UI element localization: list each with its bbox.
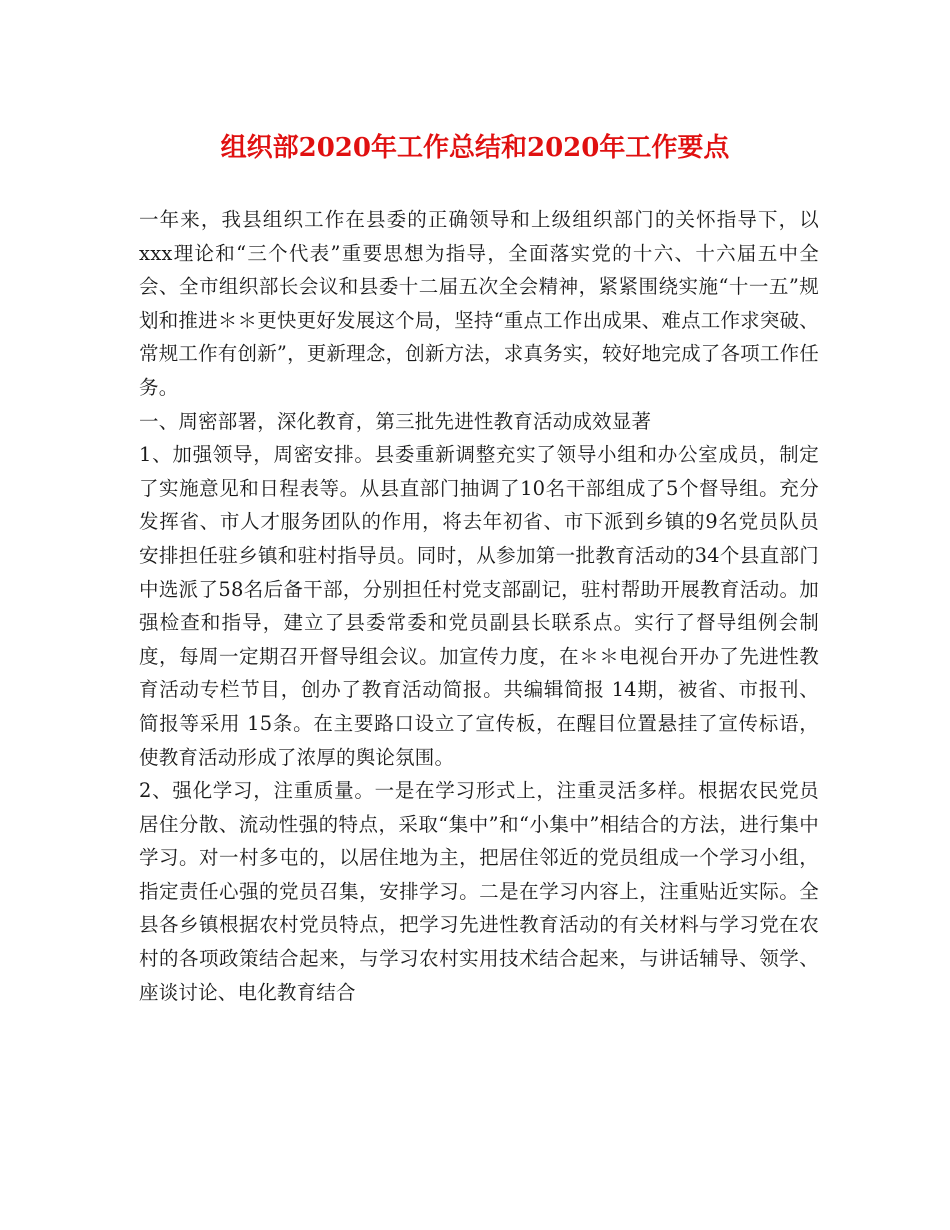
document-body bbox=[139, 203, 819, 1009]
paragraph-item-2: 2、强化学习，注重质量。一是在学习形式上，注重灵活多样。根据农民党员居住分散、流动性强的特点，采取“集中”和“小集中”相结合的方法，进行集中学习。对一村多屯的，以居住地为主，把居住邻近的党员组成一个学习小组，指定责任心强的党员召集，安排学习。二是在学习内容上，注重贴近实际。全县各乡镇根据农村党员特点，把学习先进性教育活动的有关材料与学习党在农村的各项政策结合起来，与学习农村实用技术结合起来，与讲话辅导、领学、座谈讨论、电化教育结合 bbox=[139, 779, 819, 1004]
document-title: 组织部2020年工作总结和2020年工作要点 bbox=[220, 133, 730, 163]
section-heading-1: 一、周密部署，深化教育，第三批先进性教育活动成效显著 bbox=[139, 409, 652, 433]
paragraph-intro: 一年来，我县组织工作在县委的正确领导和上级组织部门的关怀指导下，以xxx理论和“三个代表”重要思想为指导，全面落实党的十六、十六届五中全会、全市组织部长会议和县委十二届五次全会精神，紧紧围绕实施“十一五”规划和推进＊＊更快更好发展这个局，坚持“重点工作出成果、难点工作求突破、常规工作有创新”，更新理念，创新方法，求真务实，较好地完成了各项工作任务。 bbox=[139, 208, 819, 399]
paragraph-item-1: 1、加强领导，周密安排。县委重新调整充实了领导小组和办公室成员，制定了实施意见和日程表等。从县直部门抽调了10名干部组成了5个督导组。充分发挥省、市人才服务团队的作用，将去年初省、市下派到乡镇的9名党员队员安排担任驻乡镇和驻村指导员。同时，从参加第一批教育活动的34个县直部门中选派了58名后备干部，分别担任村党支部副记，驻村帮助开展教育活动。加强检查和指导，建立了县委常委和党员副县长联系点。实行了督导组例会制度，每周一定期召开督导组会议。加宣传力度，在＊＊电视台开办了先进性教育活动专栏节目，创办了教育活动简报。共编辑简报 14期，被省、市报刊、简报等采用 15条。在主要路口设立了宣传板，在醒目位置悬挂了宣传标语，使教育活动形成了浓厚的舆论氛围。 bbox=[139, 443, 819, 769]
